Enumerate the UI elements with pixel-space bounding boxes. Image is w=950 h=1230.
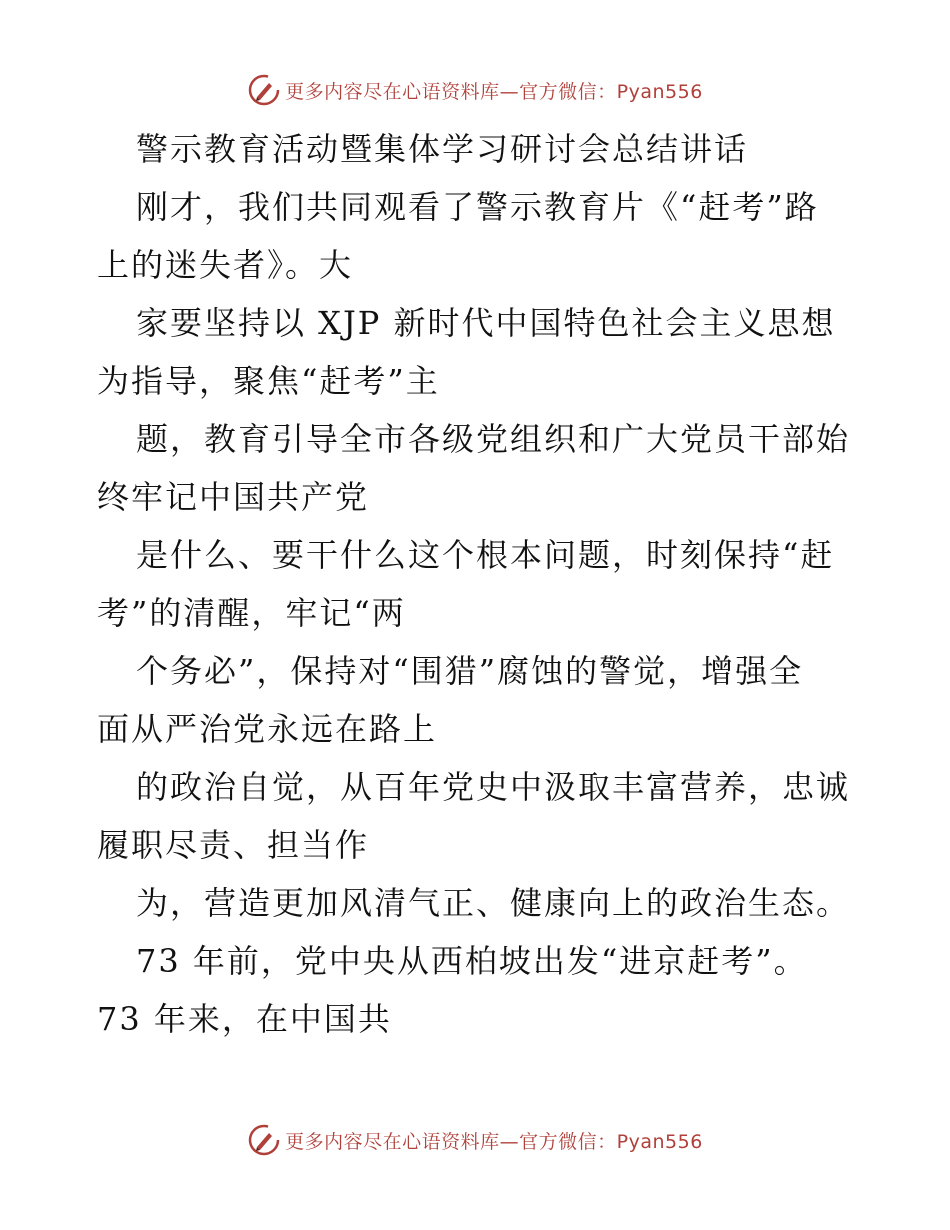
header-watermark [0, 72, 950, 108]
paragraph-line: 是什么、要干什么这个根本问题，时刻保持“赶 [136, 536, 835, 574]
paragraph-line: 终牢记中国共产党 [97, 478, 370, 516]
paragraph-line: 题，教育引导全市各级党组织和广大党员干部始 [136, 420, 851, 458]
paragraph-line: 73 年来，在中国共 [97, 1000, 392, 1038]
document-title: 警示教育活动暨集体学习研讨会总结讲话 [136, 130, 749, 168]
paragraph-line: 面从严治党永远在路上 [97, 710, 438, 748]
paragraph-line: 为，营造更加风清气正、健康向上的政治生态。 [136, 884, 851, 922]
paragraph-line: 考”的清醒，牢记“两 [97, 594, 406, 632]
paragraph-line: 上的迷失者》。大 [97, 246, 354, 284]
watermark-text: 更多内容尽在心语资料库—官方微信：Pyan556 [285, 80, 703, 103]
paragraph-line: 为指导，聚焦“赶考”主 [97, 362, 440, 400]
pen-circle-logo-icon [247, 1123, 281, 1157]
watermark-text: 更多内容尽在心语资料库—官方微信：Pyan556 [285, 1130, 703, 1153]
paragraph-line: 履职尽责、担当作 [97, 826, 370, 864]
pen-circle-logo-icon [247, 73, 281, 107]
footer-watermark [0, 1122, 950, 1158]
paragraph-line: 的政治自觉，从百年党史中汲取丰富营养，忠诚 [136, 768, 851, 806]
paragraph-line: 73 年前，党中央从西柏坡出发“进京赶考”。 [136, 942, 808, 980]
paragraph-line: 家要坚持以 XJP 新时代中国特色社会主义思想 [136, 304, 836, 342]
document-body [97, 120, 857, 1048]
paragraph-line: 个务必”，保持对“围猎”腐蚀的警觉，增强全 [136, 652, 804, 690]
paragraph-line: 刚才，我们共同观看了警示教育片《“赶考”路 [136, 188, 819, 226]
